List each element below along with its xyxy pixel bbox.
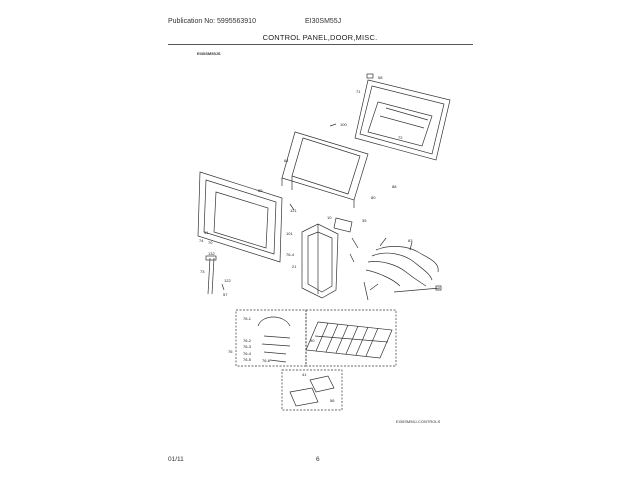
callout-64: 64: [284, 158, 289, 163]
callout-90: 90: [310, 338, 315, 343]
callout-76: 76: [228, 349, 233, 354]
callout-72: 72: [398, 135, 403, 140]
page-number: 6: [316, 456, 320, 463]
callout-76-3: 76-3: [243, 344, 252, 349]
callout-76-6: 76-6: [262, 358, 271, 363]
callout-73: 73: [200, 269, 205, 274]
screw-part: [330, 124, 336, 126]
pcb-board-part: [334, 218, 352, 232]
callout-88: 88: [392, 184, 397, 189]
callout-101: 101: [286, 231, 293, 236]
drawing-code: EI30SM55J-CONTROLS: [396, 419, 441, 424]
callout-76-5: 76-5: [243, 357, 252, 362]
accessory-box-filter: [282, 370, 342, 410]
callout-56: 56: [330, 398, 335, 403]
callout-122: 122: [224, 278, 231, 283]
door-choke-part: [282, 132, 368, 208]
callout-76-4: 76-4: [243, 351, 252, 356]
callout-74: 74: [199, 238, 204, 243]
callout-76-1: 76-1: [243, 316, 252, 321]
callout-63: 63: [408, 238, 413, 243]
callout-85: 85: [258, 188, 263, 193]
callout-100: 100: [340, 122, 347, 127]
callout-58: 58: [378, 75, 383, 80]
latch-rod-part: [206, 256, 216, 294]
sub-model-label: EI30SM55JS: [197, 51, 221, 56]
callout-70: 70: [208, 240, 213, 245]
callout-76-4-top: 76-4: [286, 252, 295, 257]
callout-132: 132: [208, 251, 215, 256]
outer-door-part: [198, 172, 282, 262]
callout-10: 10: [327, 215, 332, 220]
callout-21: 21: [292, 264, 297, 269]
callout-80: 80: [371, 195, 376, 200]
door-frame-part: [355, 80, 450, 160]
callout-71: 71: [356, 89, 361, 94]
publication-number: Publication No: 5995563910: [168, 18, 256, 25]
callout-35: 35: [362, 218, 367, 223]
control-panel-part: [302, 224, 338, 298]
callout-121: 121: [290, 208, 297, 213]
hinge-clip-part: [367, 74, 373, 78]
cable-part: [352, 238, 358, 248]
callout-51: 51: [204, 230, 209, 235]
callout-57: 57: [223, 292, 228, 297]
accessory-box-rack: [306, 310, 396, 366]
section-title: CONTROL PANEL,DOOR,MISC.: [262, 33, 378, 42]
callout-76-2: 76-2: [243, 338, 252, 343]
footer-date: 01/11: [168, 456, 184, 463]
callout-41: 41: [302, 372, 307, 377]
wire-harness-part: [364, 238, 441, 300]
model-number: EI30SM55J: [305, 18, 342, 25]
